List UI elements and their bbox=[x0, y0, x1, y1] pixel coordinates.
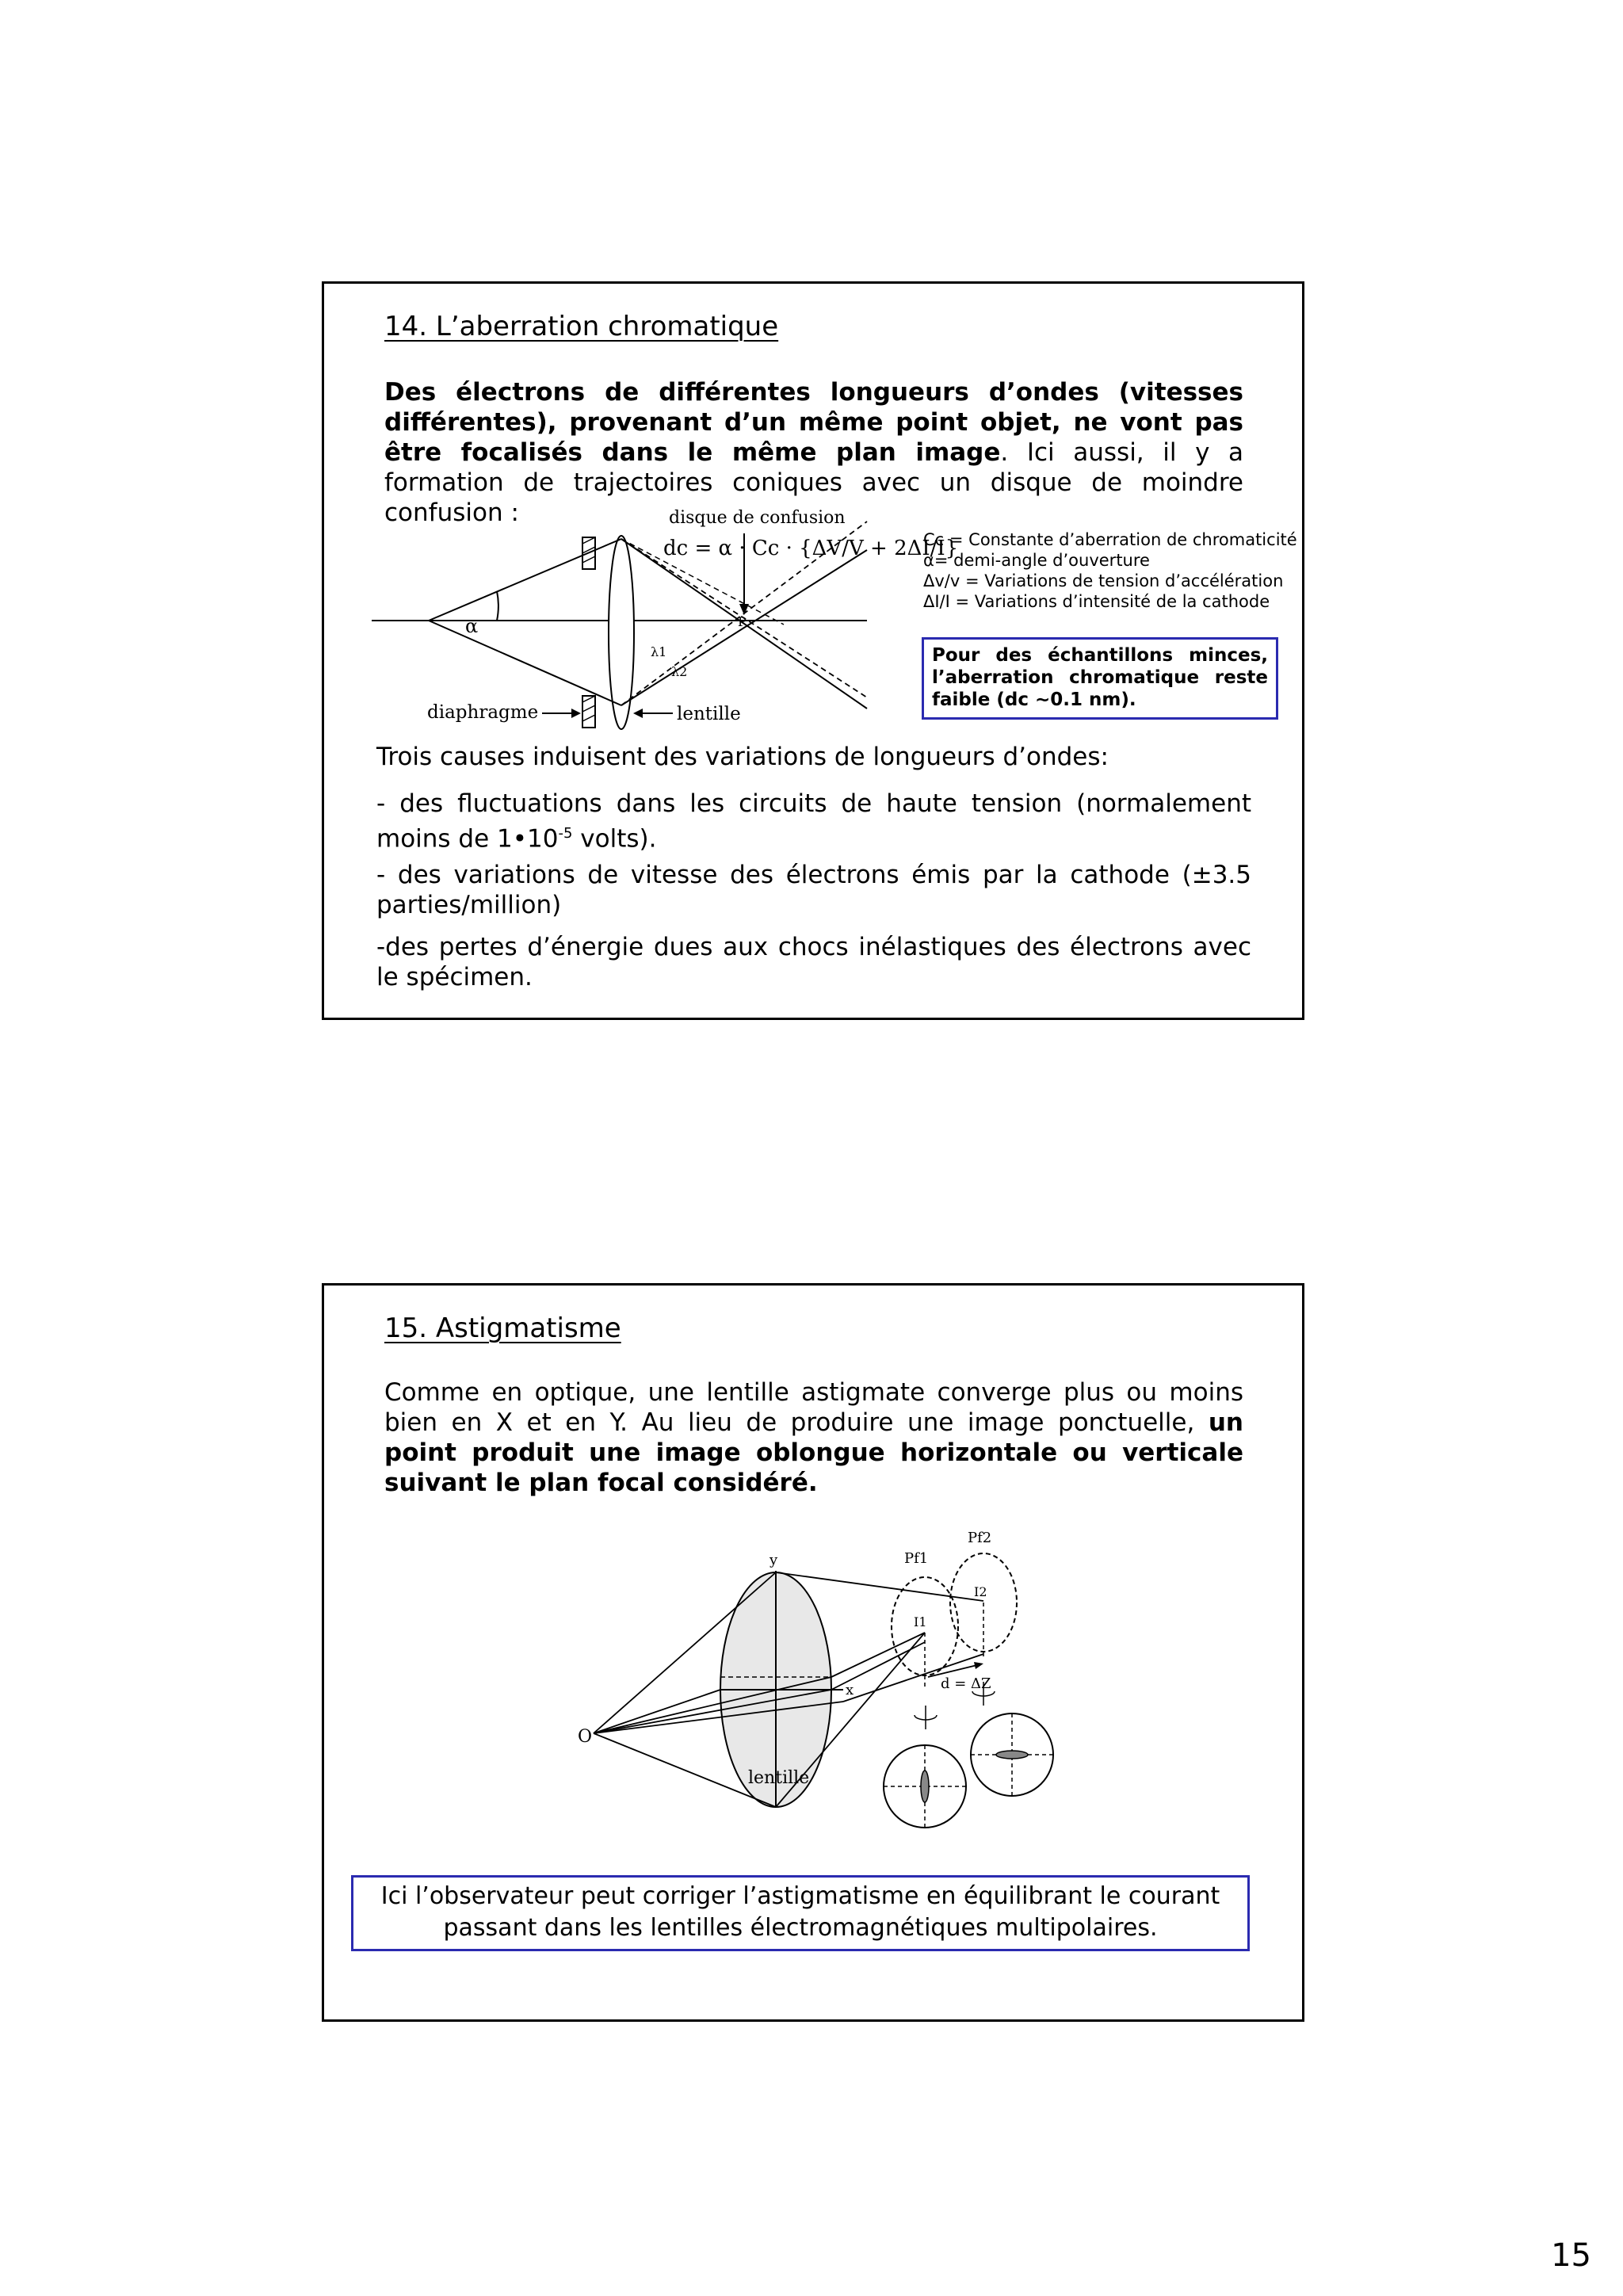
intro-bold-text: Des électrons de différentes longueurs d’ondes (vitesses différentes), provenant d’un même point objet, ne vont pas être focalisés dans le même plan image bbox=[384, 378, 1243, 467]
slide-title: 15. Astigmatisme bbox=[384, 1312, 621, 1344]
legend bbox=[923, 529, 1304, 612]
lambda1-label: λ1 bbox=[651, 644, 667, 659]
alpha-label: α bbox=[465, 615, 479, 637]
intro-plain-text: Comme en optique, une lentille astigmate converge plus ou moins bien en X et en Y. Au lieu de produire une image ponctuelle, bbox=[384, 1378, 1243, 1437]
lens-label: lentille bbox=[677, 704, 741, 724]
diaphragm-label: diaphragme bbox=[427, 702, 539, 723]
pf1-label: Pf1 bbox=[904, 1550, 929, 1567]
x-axis-label: x bbox=[846, 1682, 854, 1698]
astigmatism-diagram bbox=[562, 1507, 1117, 1856]
slide-title: 14. L’aberration chromatique bbox=[384, 311, 779, 342]
vertical-image bbox=[921, 1771, 929, 1802]
legend-line: Δv/v = Variations de tension d’accélération bbox=[923, 571, 1284, 590]
formula: dc = α · Cc · {ΔV/V + 2ΔI/I} bbox=[663, 537, 959, 560]
focus-point-label: P bbox=[738, 614, 747, 629]
pf2-label: Pf2 bbox=[968, 1530, 992, 1546]
disk-label: disque de confusion bbox=[669, 508, 846, 528]
legend-line: α= demi-angle d’ouverture bbox=[923, 551, 1150, 570]
note-box bbox=[922, 637, 1278, 720]
dz-label: d = ΔZ bbox=[941, 1675, 991, 1692]
intro-paragraph bbox=[384, 1377, 1243, 1498]
origin-label: O bbox=[578, 1727, 593, 1747]
note-box bbox=[351, 1875, 1250, 1951]
y-axis-label: y bbox=[769, 1552, 778, 1568]
cause-3: -des pertes d’énergie dues aux chocs inélastiques des électrons avec le spécimen. bbox=[376, 933, 1251, 991]
intro-bold-text: un point produit une image oblongue horizontale ou verticale suivant le plan focal considéré. bbox=[384, 1408, 1243, 1497]
slide-chromatic-aberration bbox=[322, 281, 1304, 1020]
cause-1: - des fluctuations dans les circuits de haute tension (normalement moins de $1•10^{-5}$ volts). bbox=[376, 789, 1251, 854]
lens-label: lentille bbox=[748, 1768, 810, 1788]
lambda2-label: λ2 bbox=[671, 664, 688, 679]
page-number: 15 bbox=[1551, 2237, 1591, 2274]
horizontal-image bbox=[996, 1751, 1028, 1759]
legend-line: Cc = Constante d’aberration de chromaticité bbox=[923, 530, 1297, 549]
note-text: Ici l’observateur peut corriger l’astigmatisme en équilibrant le courant passant dans les lentilles électromagnétiques multipolaires. bbox=[380, 1882, 1220, 1942]
causes-intro: Trois causes induisent des variations de longueurs d’ondes: bbox=[376, 743, 1109, 771]
cause-2: - des variations de vitesse des électrons émis par la cathode (±3.5 parties/million) bbox=[376, 861, 1251, 919]
note-text: Pour des échantillons minces, l’aberration chromatique reste faible (dc ~0.1 nm). bbox=[932, 645, 1268, 710]
intro-rest-text: . Ici aussi, il y a formation de trajectoires coniques avec un disque de moindre confusion : bbox=[384, 438, 1243, 527]
i1-label: I1 bbox=[914, 1614, 927, 1629]
i2-label: I2 bbox=[974, 1584, 987, 1599]
slide-astigmatism bbox=[322, 1283, 1304, 2022]
legend-line: ΔI/I = Variations d’intensité de la cathode bbox=[923, 592, 1270, 611]
